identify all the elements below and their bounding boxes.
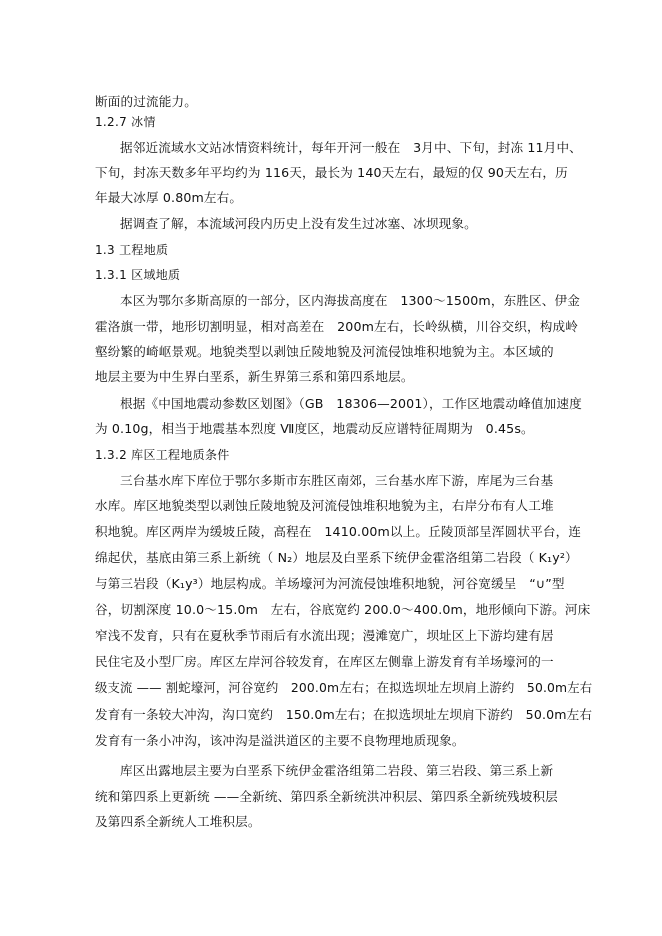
text-line: 库区出露地层主要为白垩系下统伊金霍洛组第二岩段、第三岩段、第三系上新 xyxy=(120,763,554,778)
text-line: 级支流 —— 割蛇壕河，河谷宽约 200.0m左右；在拟选坝址左坝肩上游约 50.0m左右 xyxy=(95,680,593,695)
text-line: 三台基水库下库位于鄂尔多斯市东胜区南郊，三台基水库下游，库尾为三台基 xyxy=(120,473,554,488)
text-line: 为 0.10g，相当于地震基本烈度 Ⅶ度区，地震动反应谱特征周期为 0.45s。 xyxy=(95,421,534,436)
text-line: 地层主要为中生界白垩系，新生界第三系和第四系地层。 xyxy=(95,369,414,384)
section-heading: 1.3 工程地质 xyxy=(95,243,169,257)
text-line: 积地貌。库区两岸为缓坡丘陵，高程在 1410.00m以上。丘陵顶部呈浑圆状平台，连 xyxy=(95,524,582,539)
section-heading: 1.2.7 冰情 xyxy=(95,115,156,129)
text-line: 发育有一条较大冲沟，沟口宽约 150.0m左右；在拟选坝址左坝肩下游约 50.0m左右 xyxy=(95,707,593,722)
text-line: 下旬，封冻天数多年平均约为 116天，最长为 140天左右，最短的仅 90天左右，历 xyxy=(95,165,568,180)
text-line: 绵起伏，基底由第三系上新统（ N₂）地层及白垩系下统伊金霍洛组第二岩段（ K₁y²） xyxy=(95,550,578,565)
text-line: 民住宅及小型厂房。库区左岸河谷较发育，在库区左侧靠上游发育有羊场壕河的一 xyxy=(95,654,554,669)
text-line: 窄浅不发育，只有在夏秋季节雨后有水流出现；漫滩宽广，坝址区上下游均建有居 xyxy=(95,628,554,643)
text-line: 谷，切割深度 10.0～15.0m 左右，谷底宽约 200.0～400.0m，地形倾向下游。河床 xyxy=(95,602,591,617)
text-line: 据邻近流域水文站冰情资料统计，每年开河一般在 3月中、下旬，封冻 11月中、 xyxy=(120,140,582,155)
section-heading: 1.3.2 库区工程地质条件 xyxy=(95,448,230,462)
text-line: 统和第四系上更新统 ——全新统、第四系全新统洪冲积层、第四系全新统残坡积层 xyxy=(95,789,558,804)
text-line: 本区为鄂尔多斯高原的一部分，区内海拔高度在 1300～1500m，东胜区、伊金 xyxy=(120,293,581,308)
text-line: 壑纷繁的崎岖景观。地貌类型以剥蚀丘陵地貌及河流侵蚀堆积地貌为主。本区域的 xyxy=(95,344,554,359)
text-line: 年最大冰厚 0.80m左右。 xyxy=(95,190,243,205)
text-line: 与第三岩段（K₁y³）地层构成。羊场壕河为河流侵蚀堆积地貌，河谷宽缓呈 “∪”型 xyxy=(95,576,565,591)
text-line: 发育有一条小冲沟，该冲沟是溢洪道区的主要不良物理地质现象。 xyxy=(95,733,465,748)
text-line: 及第四系全新统人工堆积层。 xyxy=(95,814,261,829)
text-line: 根据《中国地震动参数区划图》（GB 18306—2001），工作区地震动峰值加速度 xyxy=(120,396,582,411)
text-line: 断面的过流能力。 xyxy=(95,94,197,109)
text-line: 水库。库区地貌类型以剥蚀丘陵地貌及河流侵蚀堆积地貌为主，右岸分布有人工堆 xyxy=(95,498,554,513)
section-heading: 1.3.1 区域地质 xyxy=(95,268,181,282)
text-line: 霍洛旗一带，地形切割明显，相对高差在 200m左右，长岭纵横，川谷交织，构成岭 xyxy=(95,319,578,334)
text-line: 据调查了解，本流域河段内历史上没有发生过冰塞、冰坝现象。 xyxy=(120,216,477,231)
